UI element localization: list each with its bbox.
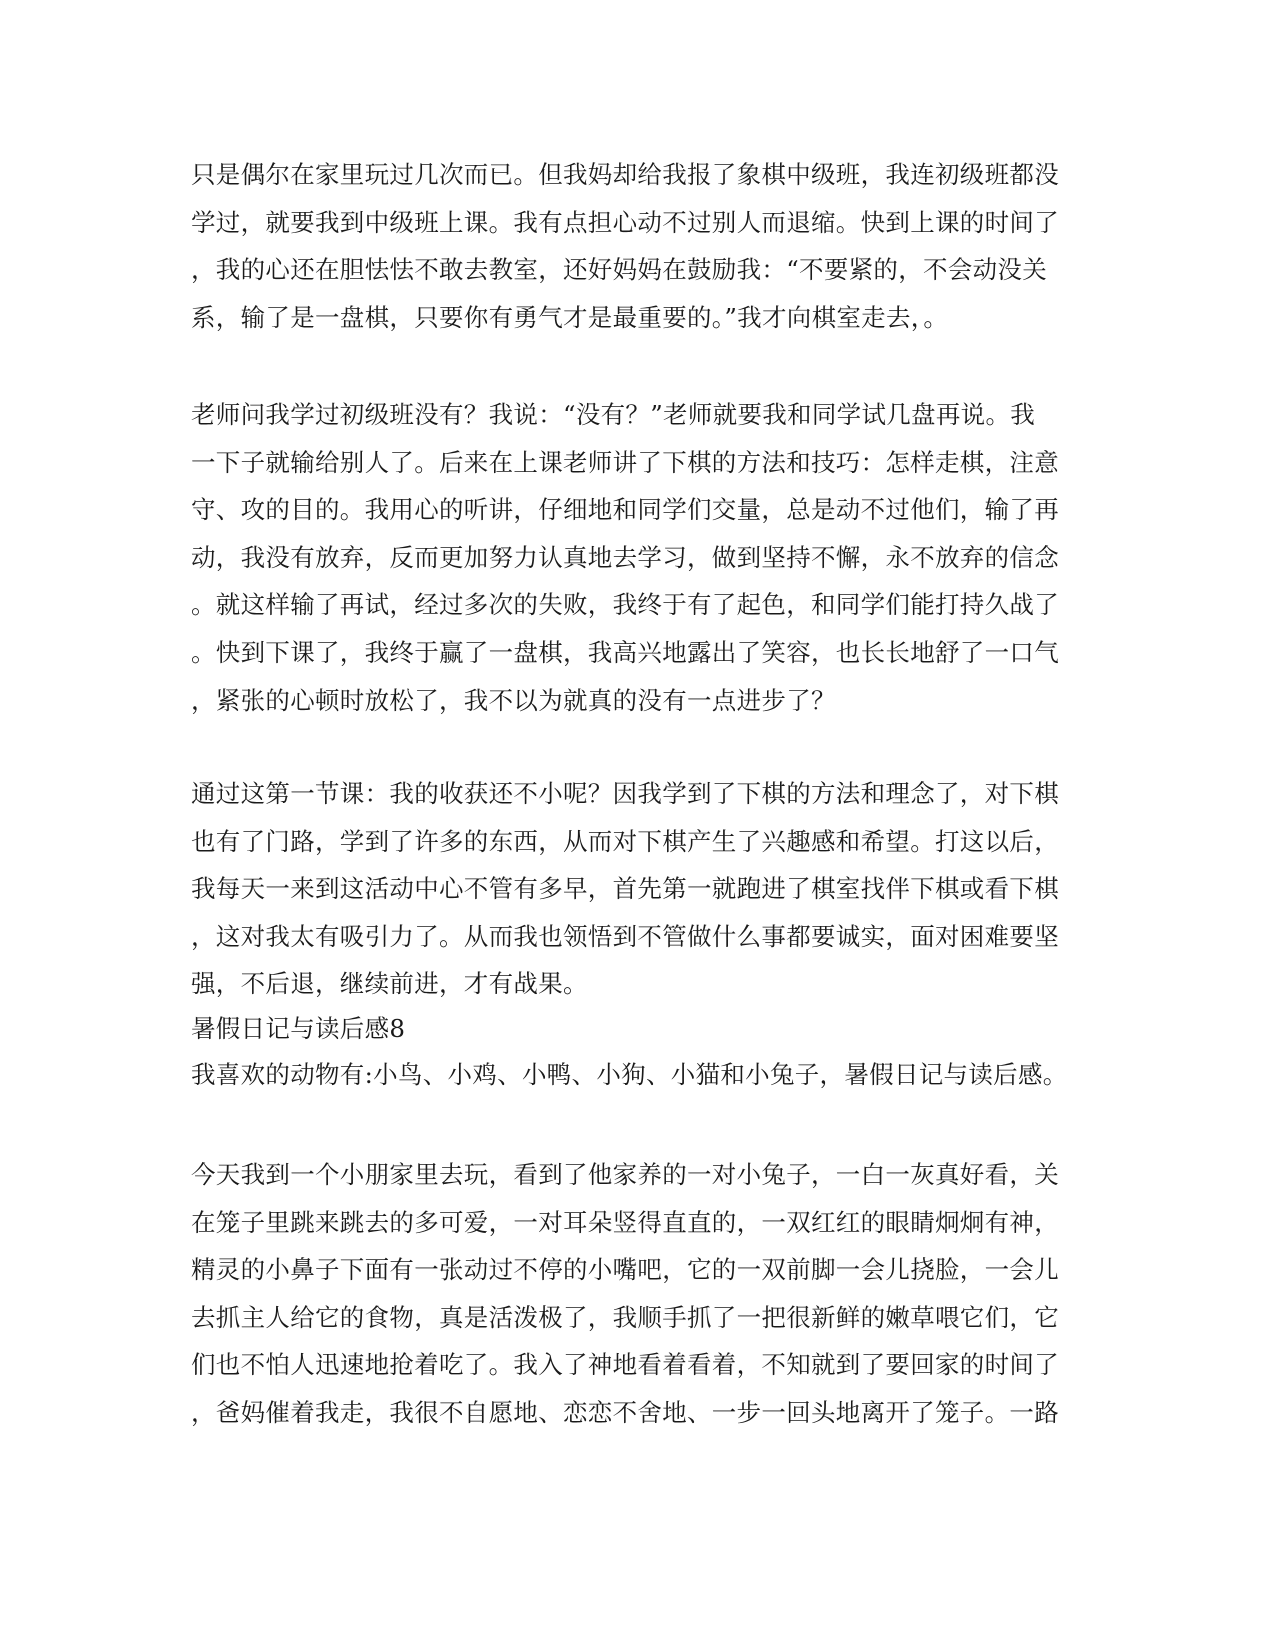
text-line: ，我的心还在胆怯怯不敢去教室，还好妈妈在鼓励我：“不要紧的，不会动没关 (191, 255, 1048, 285)
paragraph-1 (191, 151, 1071, 341)
text-line: 只是偶尔在家里玩过几次而已。但我妈却给我报了象棋中级班，我连初级班都没 (191, 160, 1059, 189)
text-line: 系，输了是一盘棋，只要你有勇气才是最重要的。”我才向棋室走去，。 (191, 302, 949, 332)
text-line: 老师问我学过初级班没有？我说：“没有？”老师就要我和同学试几盘再说。我 (191, 400, 1036, 429)
text-line: 。快到下课了，我终于赢了一盘棋，我高兴地露出了笑容，也长长地舒了一口气 (191, 637, 1059, 667)
text-line: 守、攻的目的。我用心的听讲，仔细地和同学们交量，总是动不过他们，输了再 (191, 495, 1059, 525)
section-heading: 暑假日记与读后感8 (191, 1014, 406, 1043)
paragraph-3 (191, 770, 1071, 1008)
text-line: 我喜欢的动物有:小鸟、小鸡、小鸭、小狗、小猫和小兔子，暑假日记与读后感。 (191, 1060, 1068, 1089)
text-line: 通过这第一节课：我的收获还不小呢？因我学到了下棋的方法和理念了，对下棋 (191, 779, 1059, 808)
paragraph-2 (191, 391, 1071, 724)
text-line: 精灵的小鼻子下面有一张动过不停的小嘴吧，它的一双前脚一会儿挠脸，一会儿 (191, 1255, 1059, 1285)
text-line: 也有了门路，学到了许多的东西，从而对下棋产生了兴趣感和希望。打这以后， (191, 826, 1059, 856)
text-line: 一下子就输给别人了。后来在上课老师讲了下棋的方法和技巧：怎样走棋，注意 (191, 447, 1059, 477)
text-line: 。就这样输了再试，经过多次的失败，我终于有了起色，和同学们能打持久战了 (191, 590, 1059, 620)
text-line: ，这对我太有吸引力了。从而我也领悟到不管做什么事都要诚实，面对困难要坚 (191, 921, 1059, 951)
paragraph-5 (191, 1151, 1071, 1437)
section-heading-block (191, 1006, 1071, 1098)
text-line: ，爸妈催着我走，我很不自愿地、恋恋不舍地、一步一回头地离开了笼子。一路 (191, 1397, 1059, 1427)
text-line: 在笼子里跳来跳去的多可爱，一对耳朵竖得直直的，一双红红的眼睛炯炯有神， (191, 1207, 1059, 1237)
text-line: 动，我没有放弃，反而更加努力认真地去学习，做到坚持不懈，永不放弃的信念 (191, 542, 1059, 572)
text-line: 去抓主人给它的食物，真是活泼极了，我顺手抓了一把很新鲜的嫩草喂它们，它 (191, 1302, 1059, 1332)
text-line: 学过，就要我到中级班上课。我有点担心动不过别人而退缩。快到上课的时间了 (191, 207, 1059, 237)
text-line: 今天我到一个小朋家里去玩，看到了他家养的一对小兔子，一白一灰真好看，关 (191, 1160, 1059, 1189)
text-line: ，紧张的心顿时放松了，我不以为就真的没有一点进步了？ (191, 685, 836, 715)
text-line: 我每天一来到这活动中心不管有多早，首先第一就跑进了棋室找伴下棋或看下棋 (191, 874, 1059, 904)
text-line: 强，不后退，继续前进，才有战果。 (191, 969, 588, 999)
text-line: 们也不怕人迅速地抢着吃了。我入了神地看着看着，不知就到了要回家的时间了 (191, 1350, 1059, 1380)
